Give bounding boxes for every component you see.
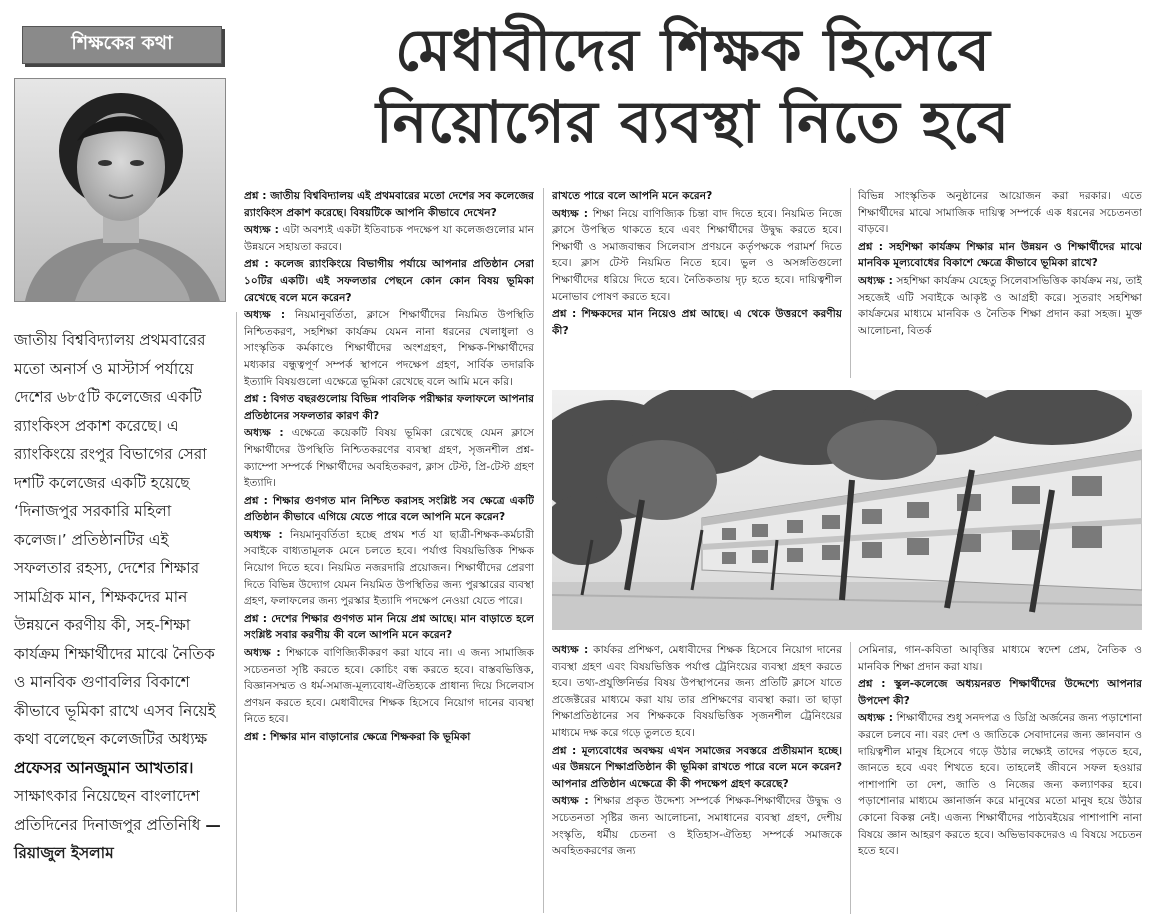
body-column-3-top <box>858 188 1142 378</box>
interview-answer <box>858 710 1142 859</box>
answer-text: নিয়মানুবর্তিতা হচ্ছে প্রথম শর্ত যা ছাত্রী-শিক্ষক-কর্মচারী সবাইকে বাধ্যতামূলক মেনে চলতে হবে। পর্যাপ্ত বিষয়ভিত্তিক শিক্ষক নিয়োগ দিতে হবে। নিয়মিত নজরদারি প্রয়োজন। শিক্ষার্থীদের প্রেরণা দিতে বিভিন্ন উদ্যোগ যেমন নিয়মিত উপস্থিতির জন্য পুরস্কারের ব্যবস্থা গ্রহণ, ফলাফলের জন্য পুরস্কার ইত্যাদি পদক্ষেপ নেওয়া যেতে পারে। <box>244 528 534 608</box>
answer-text: শিক্ষাকে বাণিজ্যিকীকরণ করা যাবে না। এ জন্য সামাজিক সচেতনতা সৃষ্টি করতে হবে। কোচিং বন্ধ করতে হবে। বাস্তবভিত্তিক, বিজ্ঞানসম্মত ও ধর্ম-সমাজ-মূল্যবোধ-ঐতিহ্যকে প্রাধান্য দিয়ে সিলেবাস প্রণয়ন করতে হবে। মেধাবীদের শিক্ষক হিসেবে নিয়োগ দানের ব্যবস্থা নিতে হবে। <box>244 647 534 726</box>
portrait-photo <box>14 78 226 302</box>
intro-text <box>14 326 226 868</box>
body-column-1 <box>244 188 534 913</box>
interview-question: প্রশ্ন : বিগত বছরগুলোয় বিভিন্ন পাবলিক পরীক্ষার ফলাফলে আপনার প্রতিষ্ঠানের সফলতার কারণ কী? <box>244 393 534 422</box>
answer-label: অধ্যক্ষ : <box>244 309 286 322</box>
answer-label: অধ্যক্ষ : <box>858 274 893 287</box>
body-column-2-top <box>552 188 842 378</box>
column-tag: শিক্ষকের কথা <box>22 26 222 64</box>
headline-line-1: মেধাবীদের শিক্ষক হিসেবে <box>395 16 991 84</box>
column-rule <box>543 188 544 913</box>
interview-answer <box>858 273 1142 339</box>
column-rule <box>850 188 851 378</box>
interview-question: প্রশ্ন : কলেজ র‌্যাংকিংয়ে বিভাগীয় পর্যায়ে আপনার প্রতিষ্ঠান সেরা ১০টির একটি। এই সফলতার পেছনে কোন কোন বিষয় ভূমিকা রেখেছে বলে মনে করেন? <box>244 258 534 304</box>
answer-text: শিক্ষার প্রকৃত উদ্দেশ্য সম্পর্কে শিক্ষক-শিক্ষার্থীদের উদ্বুদ্ধ ও সচেতনতা সৃষ্টির জন্য আলোচনা, সমাধানের ব্যবস্থা গ্রহণ, দেশীয় সংস্কৃতি, ধর্মীয় চেতনা ও ইতিহাস-ঐতিহ্য সম্পর্কে সমাজকে অবহিতকরণের জন্য <box>552 795 842 858</box>
paragraph: সেমিনার, গান-কবিতা আবৃত্তির মাধ্যমে স্বদেশ প্রেম, নৈতিক ও মানবিক শিক্ষা প্রদান করা যায়। <box>858 644 1142 673</box>
interview-answer <box>552 793 842 859</box>
interview-question: প্রশ্ন : মূল্যবোধের অবক্ষয় এখন সমাজের সবস্তরে প্রতীয়মান হচ্ছে। এর উন্নয়নে শিক্ষাপ্রতিষ্ঠান কী ভূমিকা রাখতে পারে বলে মনে করেন? আপনার প্রতিষ্ঠান এক্ষেত্রে কী কী পদক্ষেপ গ্রহণ করেছে? <box>552 744 842 790</box>
interview-answer <box>244 425 534 491</box>
answer-label: অধ্যক্ষ : <box>552 795 589 808</box>
body-column-3-bottom <box>858 642 1142 914</box>
byline: —রিয়াজুল ইসলাম <box>14 815 221 862</box>
portrait-illustration <box>15 79 225 301</box>
interview-answer <box>244 527 534 610</box>
interview-question: রাখতে পারে বলে আপনি মনে করেন? <box>552 190 713 202</box>
interview-answer <box>244 307 534 390</box>
paragraph: বিভিন্ন সাংস্কৃতিক অনুষ্ঠানের আয়োজন করা দরকার। এতে শিক্ষার্থীদের মাঝে সামাজিক দায়িত্ব সম্পর্কে এক ধরনের সচেতনতা বাড়বে। <box>858 190 1142 236</box>
column-rule <box>236 312 237 912</box>
answer-label: অধ্যক্ষ : <box>858 712 893 725</box>
body-column-2-bottom <box>552 642 842 914</box>
answer-text: সহশিক্ষা কার্যক্রম যেহেতু সিলেবাসভিত্তিক কার্যক্রম নয়, তাই সহজেই এটি সবাইকে আকৃষ্ট ও আগ্রহী করে। সুতরাং সহশিক্ষা কার্যক্রমের মাধ্যমে মানবিক ও নৈতিক শিক্ষা প্রদান করা সহজ। মুক্ত আলোচনা, বিতর্ক <box>858 274 1142 337</box>
interview-question: প্রশ্ন : জাতীয় বিশ্ববিদ্যালয় এই প্রথমবারের মতো দেশের সব কলেজের র‌্যাংকিংস প্রকাশ করেছে। বিষয়টিকে আপনি কীভাবে দেখেন? <box>244 190 534 219</box>
answer-text: শিক্ষার্থীদের শুধু সনদপত্র ও ডিগ্রি অর্জনের জন্য পড়াশোনা করলে চলবে না। বরং দেশ ও জাতিকে সেবাদানের জন্য জ্ঞানবান ও দায়িত্বশীল মানুষ হিসেবে গড়ে উঠার লক্ষ্যেই তাদের পড়তে হবে, জানতে হবে এবং শিখতে হবে। তাহলেই জীবনে সফল হওয়ার পাশাপাশি তা দেশ, জাতি ও নিজের জন্য কল্যাণকর হবে। পড়াশোনার মাধ্যমে জ্ঞানার্জন করে মানুষের মতো মানুষ হয়ে উঠার কোনো বিকল্প নেই। এজন্য শিক্ষার্থীদের পাঠ্যবইয়ের পাশাপাশি নানা বিষয়ে জ্ঞান আহরণ করতে হবে। অভিভাবকদেরও এ বিষয়ে সচেতন হতে হবে। <box>858 712 1142 858</box>
interview-answer <box>552 206 842 306</box>
principal-name: প্রফেসর আনজুমান আখতার। <box>14 758 194 777</box>
building-illustration <box>552 390 1142 630</box>
interview-answer <box>244 222 534 255</box>
answer-label: অধ্যক্ষ : <box>244 427 284 440</box>
interview-question: প্রশ্ন : শিক্ষার মান বাড়ানোর ক্ষেত্রে শিক্ষকরা কি ভূমিকা <box>244 731 471 743</box>
answer-text: কার্যকর প্রশিক্ষণ, মেধাবীদের শিক্ষক হিসেবে নিয়োগ দানের ব্যবস্থা গ্রহণ এবং বিষয়ভিত্তিক পর্যাপ্ত ট্রেনিংয়ের ব্যবস্থা গ্রহণ করতে হবে। তথ্য-প্রযুক্তিনির্ভর বিষয় উপস্থাপনের জন্য প্রতিটি ক্লাসে যাতে প্রজেক্টরের মাধ্যমে করা যায় তার প্রশিক্ষণের ব্যবস্থা করা। তা ছাড়া শিক্ষাপ্রতিষ্ঠানের সব শিক্ষককে বিষয়ভিত্তিক সৃজনশীল ট্রেনিংয়ের মাধ্যমে দক্ষ করে গড়ে তুলতে হবে। <box>552 644 842 739</box>
interview-answer <box>244 645 534 728</box>
intro-interviewer: সাক্ষাৎকার নিয়েছেন বাংলাদেশ প্রতিদিনের দিনাজপুর প্রতিনিধি <box>14 787 201 834</box>
interview-question: প্রশ্ন : দেশের শিক্ষার গুণগত মান নিয়ে প্রশ্ন আছে। মান বাড়াতে হলে সংশ্লিষ্ট সবার করণীয় কী বলে আপনি মনে করেন? <box>244 612 534 642</box>
answer-text: নিয়মানুবর্তিতা, ক্লাসে শিক্ষার্থীদের নিয়মিত উপস্থিতি নিশ্চিতকরণ, সহশিক্ষা কার্যক্রম যেমন নানা ধরনের খেলাধুলা ও সাংস্কৃতিক কর্মকাণ্ডে শিক্ষার্থীদের অংশগ্রহণ, শিক্ষক-শিক্ষার্থীদের মধ্যকার বন্ধুত্বপূর্ণ সম্পর্ক স্থাপনে পদক্ষেপ গ্রহণ, সার্বিক তদারকি ইত্যাদি বিষয়গুলো এক্ষেত্রে ভূমিকা রেখেছে বলে আমি মনে করি। <box>244 309 534 388</box>
interview-question: প্রশ্ন : সহশিক্ষা কার্যক্রম শিক্ষার মান উন্নয়ন ও শিক্ষার্থীদের মাঝে মানবিক মূল্যবোধের বিকাশে ক্ষেত্রে কীভাবে ভূমিকা রাখে? <box>858 240 1142 270</box>
college-building-photo <box>552 390 1142 630</box>
answer-label: অধ্যক্ষ : <box>244 224 279 237</box>
interview-question: প্রশ্ন : শিক্ষার গুণগত মান নিশ্চিত করাসহ সংশ্লিষ্ট সব ক্ষেত্রে একটি প্রতিষ্ঠান কীভাবে এগিয়ে যেতে পারে বলে আপনি মনে করেন? <box>244 494 534 524</box>
intro-body: জাতীয় বিশ্ববিদ্যালয় প্রথমবারের মতো অনার্স ও মাস্টার্স পর্যায়ে দেশের ৬৮৫টি কলেজের একটি র‌্যাংকিংস প্রকাশ করেছে। এ র‌্যাংকিংয়ে রংপুর বিভাগের সেরা দশটি কলেজের একটি হয়েছে ‘দিনাজপুর সরকারি মহিলা কলেজ।’ প্রতিষ্ঠানটির এই সফলতার রহস্য, দেশের শিক্ষার সামগ্রিক মান, শিক্ষকদের মান উন্নয়নে করণীয় কী, সহ-শিক্ষা কার্যক্রম শিক্ষার্থীদের মাঝে নৈতিক ও মানবিক গুণাবলির বিকাশে কীভাবে ভূমিকা রাখে এসব নিয়েই কথা বলেছেন কলেজটির অধ্যক্ষ <box>14 331 216 748</box>
answer-label: অধ্যক্ষ : <box>244 528 283 541</box>
headline <box>238 14 1148 158</box>
answer-label: অধ্যক্ষ : <box>552 644 589 656</box>
interview-answer <box>552 642 842 742</box>
interview-question: প্রশ্ন : শিক্ষকদের মান নিয়েও প্রশ্ন আছে। এ থেকে উত্তরণে করণীয় কী? <box>552 308 842 337</box>
answer-text: এটা অবশ্যই একটা ইতিবাচক পদক্ষেপ যা কলেজগুলোর মান উন্নয়নে সহায়তা করবে। <box>244 224 534 253</box>
interview-question: প্রশ্ন : স্কুল-কলেজে অধ্যয়নরত শিক্ষার্থীদের উদ্দেশ্যে আপনার উপদেশ কী? <box>858 678 1142 707</box>
answer-text: শিক্ষা নিয়ে বাণিজ্যিক চিন্তা বাদ দিতে হবে। নিয়মিত নিজে ক্লাসে উপস্থিত থাকতে হবে এবং শিক্ষার্থীদের উদ্বুদ্ধ করতে হবে। শিক্ষার্থী ও সমাজবান্ধব সিলেবাস প্রণয়নে কর্তৃপক্ষকে পরামর্শ দিতে হবে। ক্লাস টেস্ট নিয়মিত নিতে হবে। ভুল ও অসঙ্গতিগুলো শিক্ষার্থীদের ধরিয়ে দিতে হবে। নৈতিকতায় দৃঢ় হতে হবে। দায়িত্বশীল মনোভাব পোষণ করতে হবে। <box>552 207 842 303</box>
answer-text: এক্ষেত্রে কয়েকটি বিষয় ভূমিকা রেখেছে যেমন ক্লাসে শিক্ষার্থীদের উপস্থিতি নিশ্চিতকরণের ব্যবস্থা গ্রহণ, সৃজনশীল প্রশ্ন-ক্যাম্পো সম্পর্কে শিক্ষার্থীদের অবহিতকরণ, ক্লাস টেস্ট, প্রি-টেস্ট গ্রহণ ইত্যাদি। <box>244 427 534 490</box>
answer-label: অধ্যক্ষ : <box>552 207 589 220</box>
headline-line-2: নিয়োগের ব্যবস্থা নিতে হবে <box>376 88 1010 156</box>
column-rule <box>850 642 851 914</box>
answer-label: অধ্যক্ষ : <box>244 647 281 660</box>
